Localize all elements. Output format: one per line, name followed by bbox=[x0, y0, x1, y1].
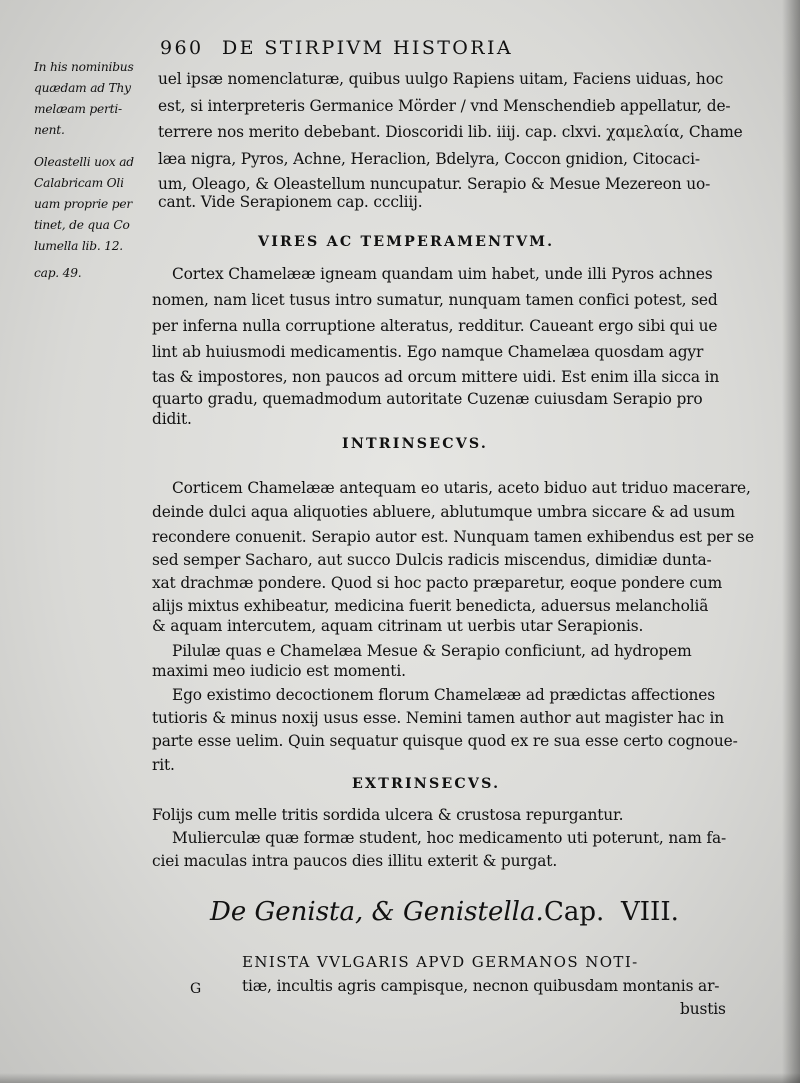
margin-note-line: cap. 49. bbox=[34, 266, 82, 280]
text-line: tutioris & minus noxij usus esse. Nemini tamen author aut magister hac in bbox=[152, 709, 725, 727]
text-line: uel ipsæ nomenclaturæ, quibus uulgo Rapiens uitam, Faciens uiduas, hoc bbox=[158, 70, 724, 88]
text-line: Mulierculæ quæ formæ student, hoc medicamento uti poterunt, nam fa- bbox=[172, 829, 727, 847]
margin-note-line: quædam ad Thy bbox=[34, 81, 131, 95]
text-line: um, Oleago, & Oleastellum nuncupatur. Serapio & Mesue Mezereon uo- bbox=[158, 175, 711, 193]
margin-note-line: lumella lib. 12. bbox=[34, 239, 123, 253]
text-line: bustis bbox=[680, 1000, 726, 1018]
text-line: Corticem Chamelææ antequam eo utaris, aceto biduo aut triduo macerare, bbox=[172, 479, 751, 497]
text-line: Pilulæ quas e Chamelæa Mesue & Serapio conficiunt, ad hydropem bbox=[172, 642, 692, 660]
margin-note-line: Oleastelli uox ad bbox=[34, 155, 134, 169]
page-number: 960 bbox=[160, 37, 204, 59]
chapter-cap-number: VIII. bbox=[621, 897, 679, 927]
text-line: alijs mixtus exhibeatur, medicina fuerit benedicta, aduersus melancholiã bbox=[152, 597, 709, 615]
text-line: & aquam intercutem, aquam citrinam ut uerbis utar Serapionis. bbox=[152, 617, 644, 635]
text-line: cant. Vide Serapionem cap. cccliij. bbox=[158, 193, 423, 211]
text-line: ciei maculas intra paucos dies illitu exterit & purgat. bbox=[152, 852, 558, 870]
text-line: xat drachmæ pondere. Quod si hoc pacto præparetur, eoque pondere cum bbox=[152, 574, 723, 592]
text-line: Ego existimo decoctionem florum Chamelææ ad prædictas affectiones bbox=[172, 686, 715, 704]
margin-note-line: uam proprie per bbox=[34, 197, 132, 211]
text-line: sed semper Sacharo, aut succo Dulcis radicis miscendus, dimidiæ dunta- bbox=[152, 551, 712, 569]
text-line: est, si interpreteris Germanice Mörder / vnd Menschendieb appellatur, de- bbox=[158, 97, 731, 115]
chapter-title: De Genista, & Genistella. bbox=[210, 897, 544, 927]
text-line: nomen, nam licet tusus intro sumatur, nunquam tamen confici potest, sed bbox=[152, 291, 718, 309]
margin-note-line: tinet, de qua Co bbox=[34, 218, 130, 232]
text-line: terrere nos merito debebant. Dioscoridi lib. iiij. cap. clxvi. χαμελαία, Chame bbox=[158, 123, 743, 141]
text-line: didit. bbox=[152, 410, 192, 428]
text-line: parte esse uelim. Quin sequatur quisque quod ex re sua esse certo cognoue- bbox=[152, 732, 738, 750]
text-line: lint ab huiusmodi medicamentis. Ego namque Chamelæa quosdam agyr bbox=[152, 343, 704, 361]
text-line: læa nigra, Pyros, Achne, Heraclion, Bdelyra, Coccon gnidion, Citocaci- bbox=[158, 150, 700, 168]
margin-note-line: nent. bbox=[34, 123, 65, 137]
page-bottom-shadow bbox=[0, 1073, 800, 1083]
running-title: DE STIRPIVM HISTORIA bbox=[222, 37, 514, 59]
page-edge-shadow bbox=[782, 0, 800, 1083]
text-line: Folijs cum melle tritis sordida ulcera & crustosa repurgantur. bbox=[152, 806, 624, 824]
text-line: Cortex Chamelææ igneam quandam uim habet, unde illi Pyros achnes bbox=[172, 265, 713, 283]
section-title-extrinsecus: EXTRINSECVS. bbox=[352, 776, 501, 792]
text-line: rit. bbox=[152, 756, 175, 774]
section-title-vires: VIRES AC TEMPERAMENTVM. bbox=[258, 234, 555, 250]
signature-mark: G bbox=[190, 981, 202, 997]
text-line: per inferna nulla corruptione alteratus, redditur. Caueant ergo sibi qui ue bbox=[152, 317, 718, 335]
chapter-cap-label: Cap. bbox=[544, 897, 605, 927]
text-line: recondere conuenit. Serapio autor est. Nunquam tamen exhibendus est per se bbox=[152, 528, 754, 546]
text-line: ENISTA VVLGARIS APVD GERMANOS NOTI- bbox=[242, 953, 639, 971]
section-title-intrinsecus: INTRINSECVS. bbox=[342, 436, 488, 452]
margin-note-line: melæam perti- bbox=[34, 102, 122, 116]
text-line: deinde dulci aqua aliquoties abluere, ablutumque umbra siccare & ad usum bbox=[152, 503, 735, 521]
margin-note-line: In his nominibus bbox=[34, 60, 134, 74]
text-line: tiæ, incultis agris campisque, necnon quibusdam montanis ar- bbox=[242, 977, 720, 995]
text-line: quarto gradu, quemadmodum autoritate Cuzenæ cuiusdam Serapio pro bbox=[152, 390, 703, 408]
margin-note-line: Calabricam Oli bbox=[34, 176, 124, 190]
text-line: tas & impostores, non paucos ad orcum mittere uidi. Est enim illa sicca in bbox=[152, 368, 720, 386]
text-line: maximi meo iudicio est momenti. bbox=[152, 662, 406, 680]
